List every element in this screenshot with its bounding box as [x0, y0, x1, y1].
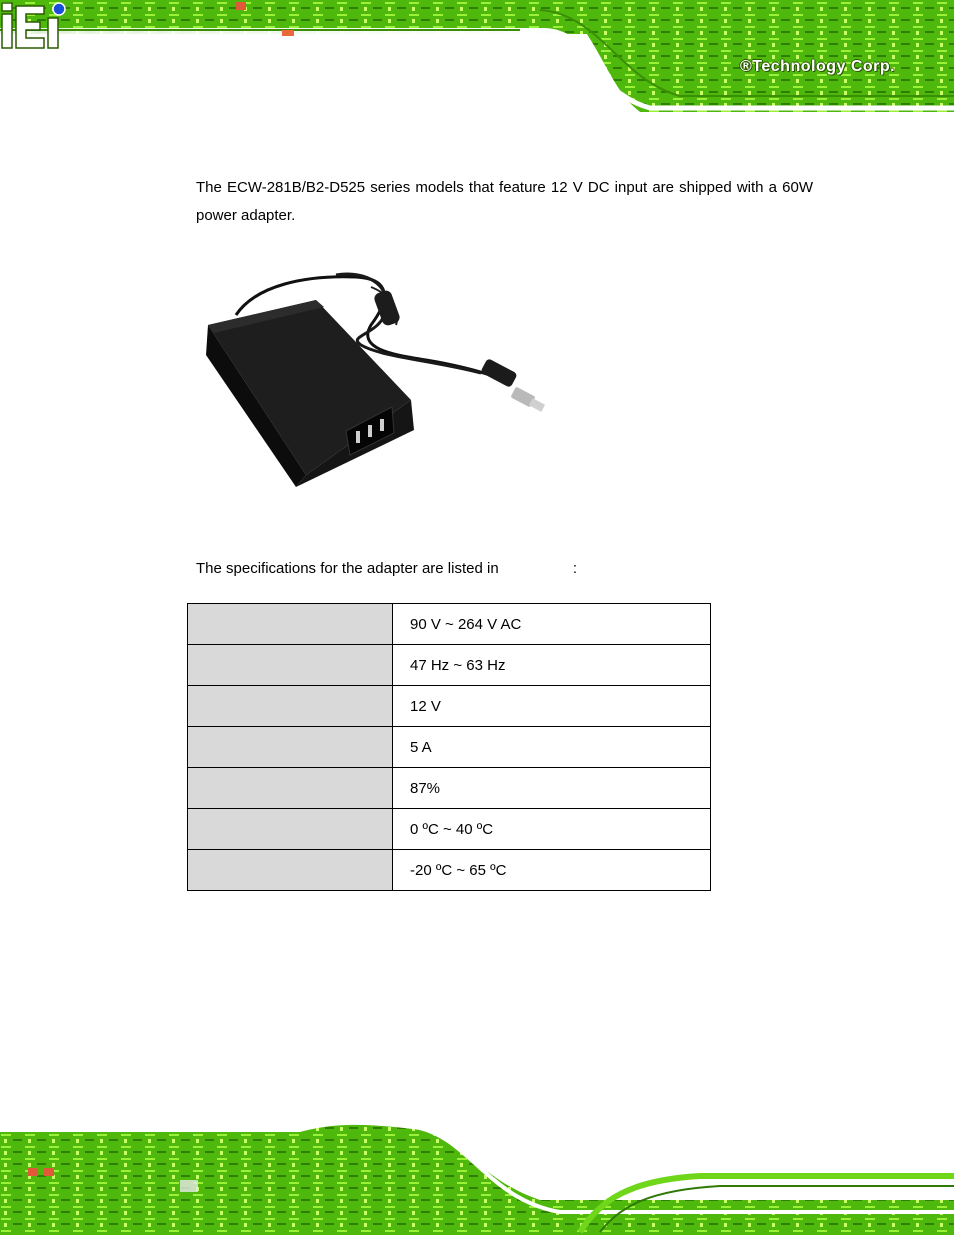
spec-intro-colon: : — [572, 560, 578, 577]
page-footer — [0, 1120, 954, 1235]
spec-value-cell: 0 ºC ~ 40 ºC — [393, 809, 711, 850]
spec-value-cell: 87% — [393, 768, 711, 809]
table-row — [188, 727, 711, 768]
spec-value-cell: 5 A — [393, 727, 711, 768]
spec-label-cell — [188, 727, 393, 768]
spec-intro-sentence: The specifications for the adapter are listed in — [196, 560, 499, 577]
intro-paragraph: The ECW-281B/B2-D525 series models that feature 12 V DC input are shipped with a 60W power adapter. — [196, 179, 813, 224]
spec-value-cell: 47 Hz ~ 63 Hz — [393, 645, 711, 686]
spec-intro-text — [196, 558, 577, 580]
circuit-board-banner — [0, 0, 954, 112]
table-row — [188, 850, 711, 891]
company-name: ®Technology Corp. — [740, 58, 896, 75]
adapter-spec-table — [187, 603, 711, 891]
spec-label-cell — [188, 768, 393, 809]
spec-label-cell — [188, 809, 393, 850]
iei-logo-icon — [0, 0, 120, 50]
spec-label-cell — [188, 686, 393, 727]
circuit-board-footer — [0, 1120, 954, 1235]
spec-label-cell — [188, 645, 393, 686]
table-row — [188, 809, 711, 850]
spec-label-cell — [188, 604, 393, 645]
table-row — [188, 686, 711, 727]
table-row — [188, 768, 711, 809]
spec-value-cell: -20 ºC ~ 65 ºC — [393, 850, 711, 891]
spec-label-cell — [188, 850, 393, 891]
table-row — [188, 645, 711, 686]
table-row — [188, 604, 711, 645]
page-header — [0, 0, 954, 112]
spec-value-cell: 90 V ~ 264 V AC — [393, 604, 711, 645]
power-adapter-photo — [196, 265, 566, 495]
spec-value-cell: 12 V — [393, 686, 711, 727]
